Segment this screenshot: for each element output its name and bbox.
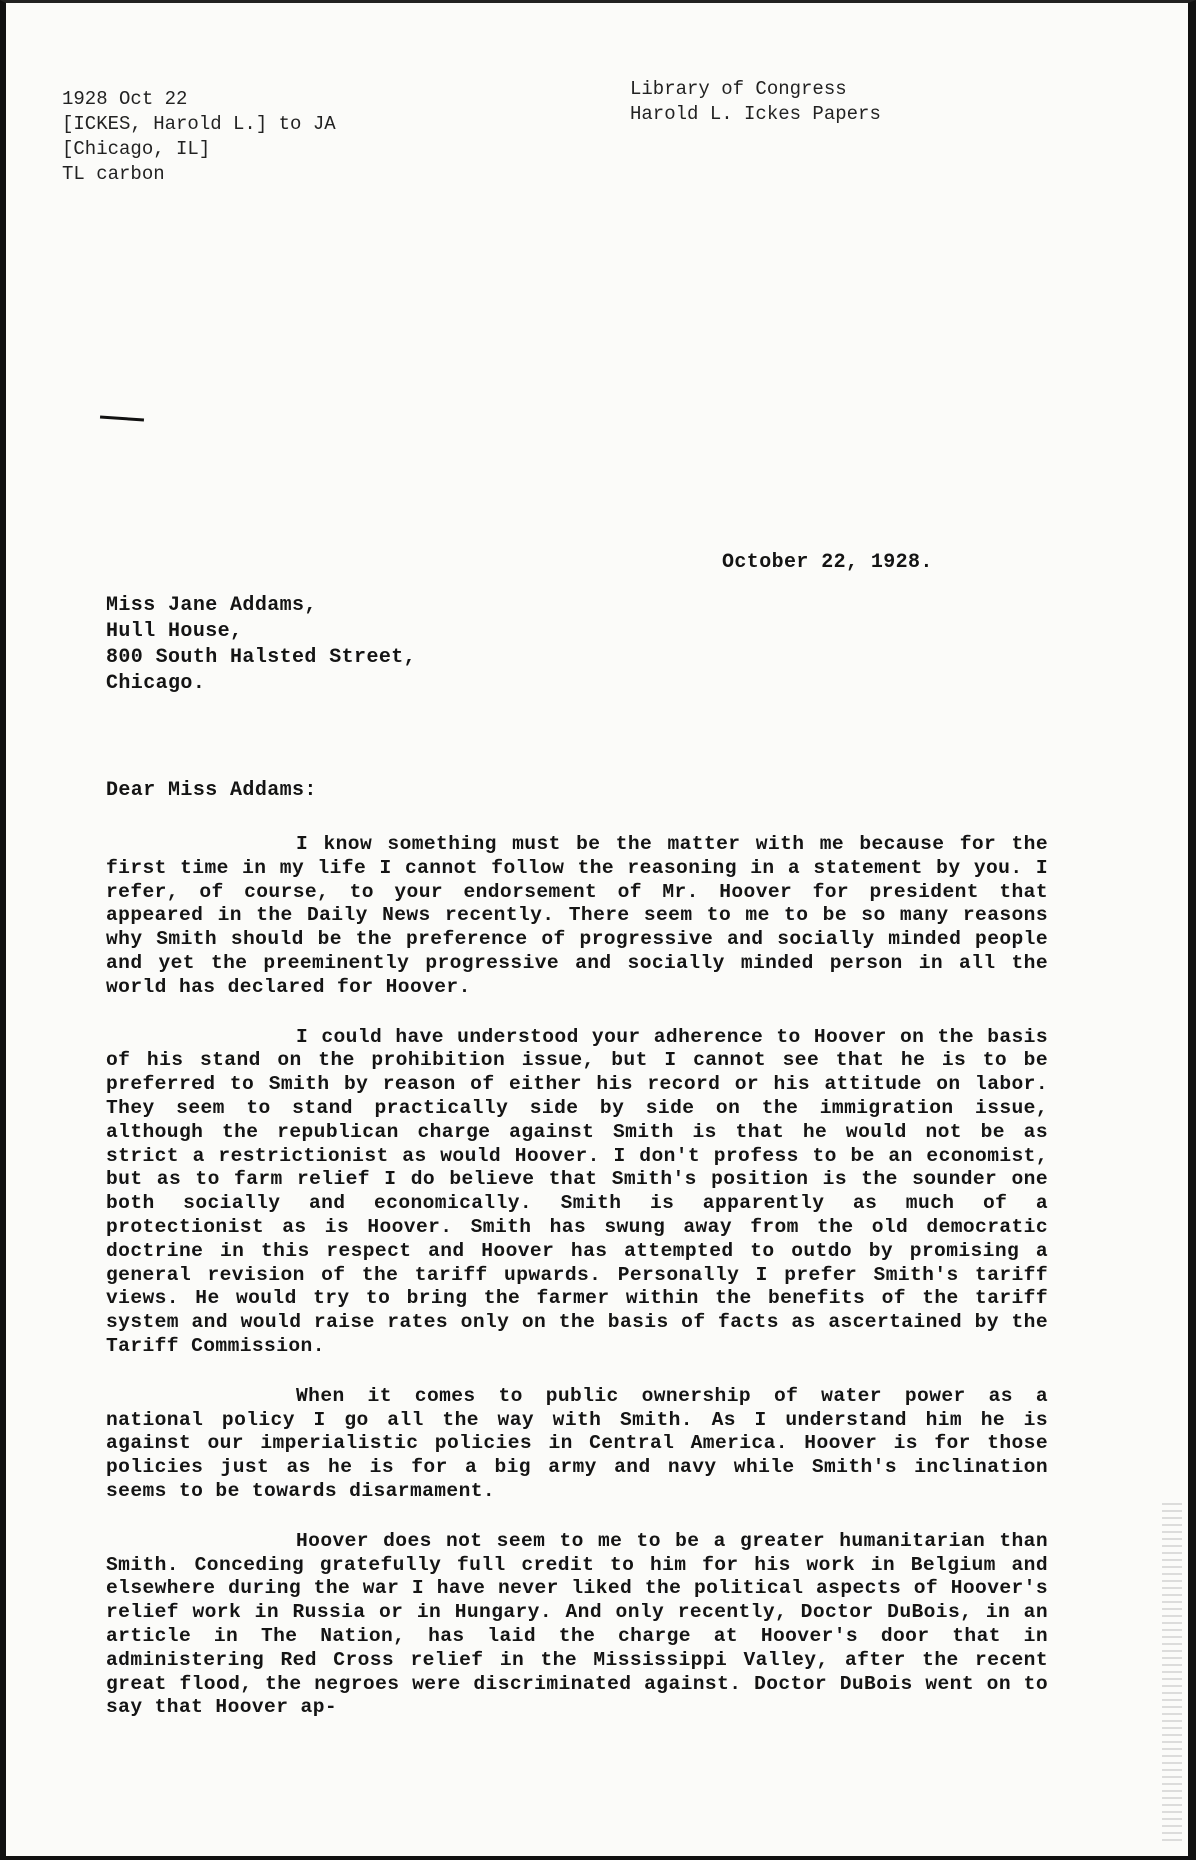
archive-date: 1928 Oct 22 [62,88,188,110]
letter-body [106,833,1048,1720]
archive-repository: Library of Congress [630,78,847,100]
paragraph: Hoover does not seem to me to be a greater humanitarian than Smith. Conceding gratefully full credit to him for his work in Belgium and elsewhere during the war I have never liked the political aspects of Hoover's relief work in Russia or in Hungary. And only recently, Doctor DuBois, in an article in The Nation, has laid the charge at Hoover's door that in administering Red Cross relief in the Mississippi Valley, after the recent great flood, the negroes were discriminated against. Doctor DuBois went on to say that Hoover ap- [106,1529,1048,1719]
scan-edge-noise [1162,1503,1182,1843]
recipient-street: 800 South Halsted Street, [106,646,417,669]
archive-source [630,77,881,127]
archive-metadata [62,87,336,187]
paragraph: I know something must be the matter with me because for the first time in my life I cannot follow the reasoning in a statement by you. I refer, of course, to your endorsement of Mr. Hoover for president that appeared in the Daily News recently. There seem to me to be so many reasons why Smith should be the preference of progressive and socially minded people and yet the preeminently progressive and socially minded person in all the world has declared for Hoover. [106,833,1048,998]
margin-mark [100,415,144,421]
archive-place: [Chicago, IL] [62,138,211,160]
paragraph: I could have understood your adherence to Hoover on the basis of his stand on the prohibition issue, but I cannot see that he is to be preferred to Smith by reason of either his record or his attitude on labor. They seem to stand practically side by side on the immigration issue, although the republican charge against Smith is that he would not be as strict a restrictionist as would Hoover. I don't profess to be an economist, but as to farm relief I do believe that Smith's position is the sounder one both socially and economically. Smith is apparently as much of a protectionist as is Hoover. Smith has swung away from the old democratic doctrine in this respect and Hoover has attempted to outdo by promising a general revision of the tariff upwards. Personally I prefer Smith's tariff views. He would try to bring the farmer within the benefits of the tariff system and would raise rates only on the basis of facts as ascertained by the Tariff Commission. [106,1025,1048,1357]
salutation: Dear Miss Addams: [106,779,317,802]
recipient-city: Chicago. [106,672,206,695]
recipient-institution: Hull House, [106,620,243,643]
recipient-address [106,593,416,697]
paragraph: When it comes to public ownership of water power as a national policy I go all the way with Smith. As I understand him he is against our imperialistic policies in Central America. Hoover is for those policies just as he is for a big army and navy while Smith's inclination seems to be towards disarmament. [106,1384,1048,1502]
archive-correspondents: [ICKES, Harold L.] to JA [62,113,336,135]
recipient-name: Miss Jane Addams, [106,594,317,617]
archive-collection: Harold L. Ickes Papers [630,103,881,125]
letter-date: October 22, 1928. [722,551,933,574]
archive-format: TL carbon [62,163,165,185]
